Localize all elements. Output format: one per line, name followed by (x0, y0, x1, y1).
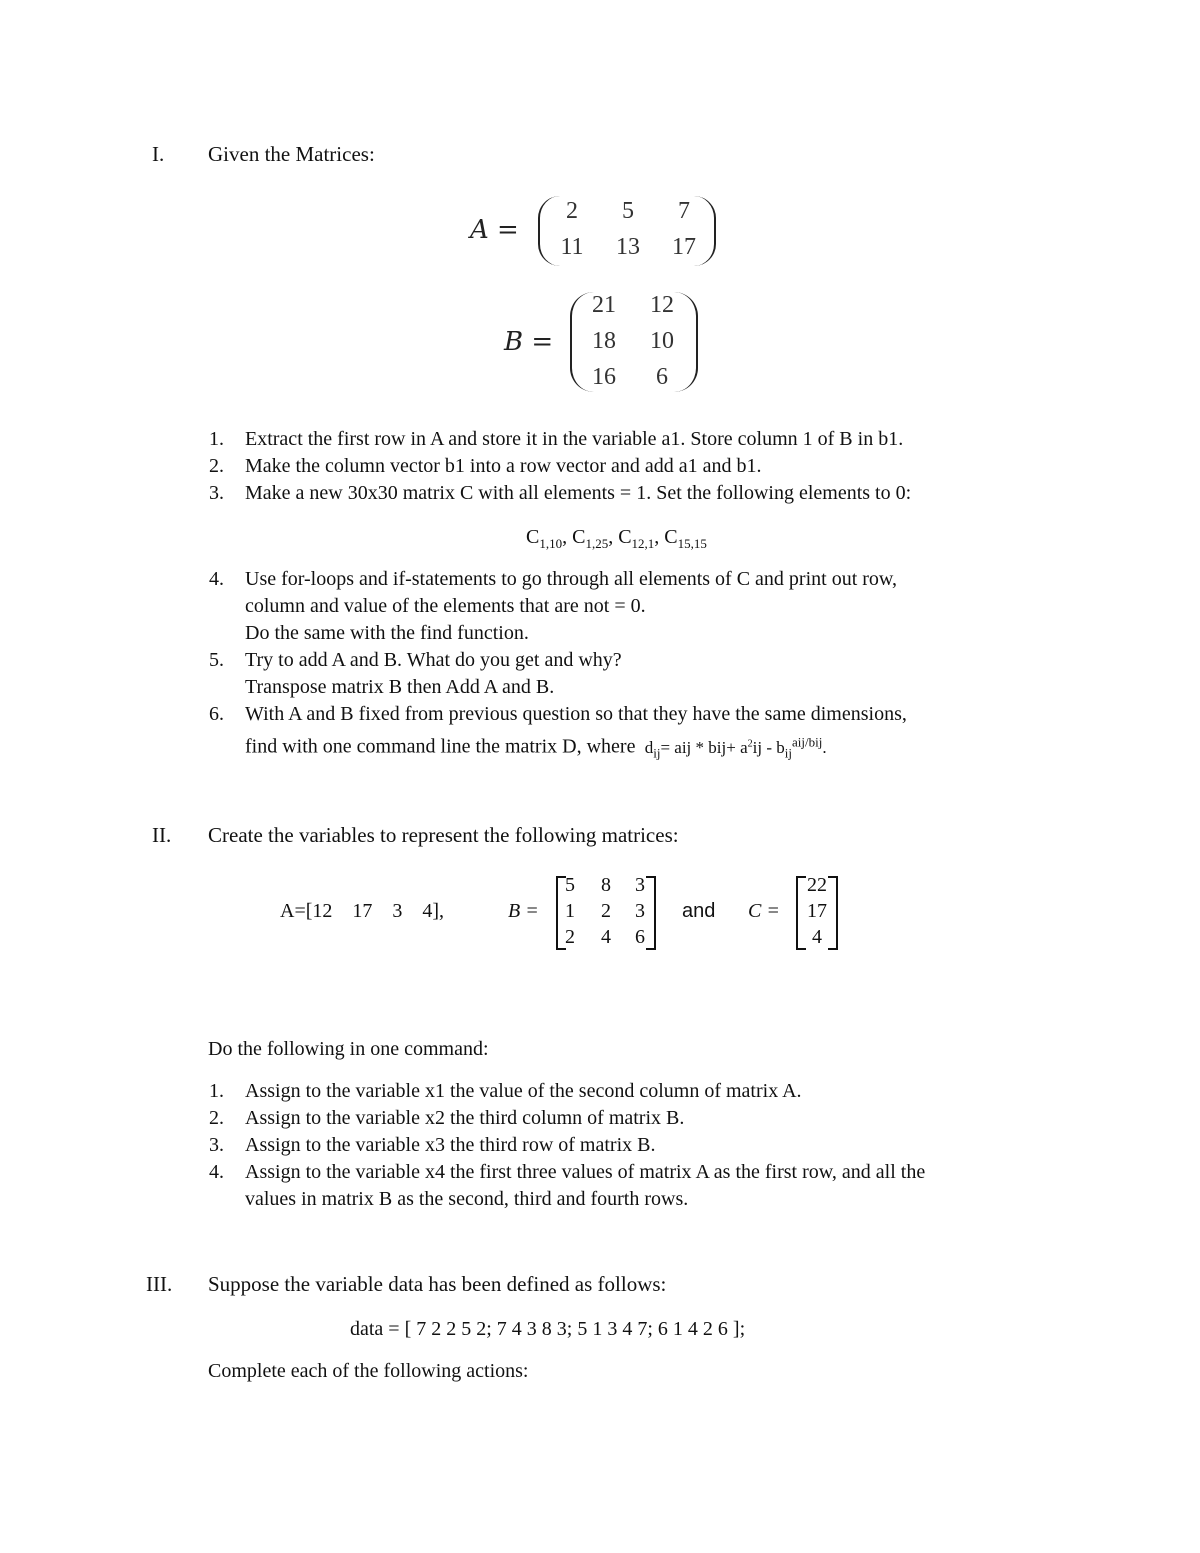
matrix-a-label: A = (470, 215, 519, 245)
list-item: 4. Assign to the variable x4 the first three values of matrix A as the first row, and all the values in matrix B as the second, third and fourth rows. (209, 1161, 926, 1210)
section-1-numeral: I. (152, 142, 165, 166)
section-3-numeral: III. (146, 1272, 173, 1296)
matrix-a-cell: 13 (616, 234, 640, 260)
matrix-b-cell: 3 (635, 900, 645, 922)
d-formula: $d_{ij}=$ aij * $bij+ a^2ij - b_{ij}^{aij/bij}$. (644, 734, 827, 761)
list-item: 1. Extract the first row in A and store it in the variable a1. Store column 1 of B in b1. (209, 428, 904, 450)
matrix-b-cell: 4 (601, 926, 611, 948)
matrix-b-cell: 5 (565, 874, 575, 896)
matrix-a-cell: 11 (560, 234, 584, 260)
section-2-instruction: Do the following in one command: (208, 1038, 489, 1060)
matrix-b-3x3-label: B = (508, 900, 539, 922)
section-2-title: Create the variables to represent the following matrices: (208, 823, 679, 847)
matrix-b-cell: 8 (601, 874, 611, 896)
matrix-a-cell: 17 (672, 234, 696, 260)
matrix-b-cell: 6 (656, 364, 668, 390)
list-item: 2. Make the column vector b1 into a row vector and add a1 and b1. (209, 455, 762, 477)
matrix-c-label: C = (748, 900, 780, 922)
matrix-b-cell: 16 (592, 364, 616, 390)
matrix-b-cell: 21 (592, 292, 616, 318)
matrix-c-cell: 17 (807, 900, 827, 922)
list-item: 1. Assign to the variable x1 the value of the second column of matrix A. (209, 1080, 802, 1102)
matrix-b-cell: 3 (635, 874, 645, 896)
matrix-a-cell: 7 (678, 198, 690, 224)
matrix-b-cell: 2 (565, 926, 575, 948)
matrix-b-cell: 10 (650, 328, 674, 354)
section-1-list-b (209, 566, 1109, 766)
matrix-a-cell: 5 (622, 198, 634, 224)
list-item: 3. Make a new 30x30 matrix C with all elements = 1. Set the following elements to 0: (209, 482, 912, 504)
matrix-b-cell: 6 (635, 926, 645, 948)
c-elements-line: $C_{1,10}$, $C_{1,25}$, $C_{12,1}$, $C_{15,15}$ (526, 526, 707, 551)
matrix-c-cell: 22 (807, 874, 827, 896)
and-connector: and (682, 900, 716, 922)
matrix-b-cell: 12 (650, 292, 674, 318)
matrix-b-cell: 1 (565, 900, 575, 922)
matrix-c-cell: 4 (812, 926, 822, 948)
section-1-title: Given the Matrices: (208, 142, 375, 166)
matrix-a-row-vector: A=[12 17 3 4], (280, 900, 445, 922)
matrix-a-cell: 2 (566, 198, 578, 224)
data-definition: data = [ 7 2 2 5 2; 7 4 3 8 3; 5 1 3 4 7; 6 1 4 2 6 ]; (350, 1318, 746, 1340)
section-1-list-a (209, 426, 1109, 507)
section-3-title: Suppose the variable data has been defined as follows: (208, 1272, 667, 1296)
list-item: 3. Assign to the variable x3 the third row of matrix B. (209, 1134, 656, 1156)
section-2-numeral: II. (152, 823, 172, 847)
section-3-instruction: Complete each of the following actions: (208, 1360, 529, 1382)
list-item: 2. Assign to the variable x2 the third column of matrix B. (209, 1107, 685, 1129)
matrix-b-label: B = (504, 327, 554, 357)
matrix-b-cell: 18 (592, 328, 616, 354)
list-item: 5. Try to add A and B. What do you get and why? Transpose matrix B then Add A and B. (209, 649, 622, 698)
list-item: 6. With A and B fixed from previous question so that they have the same dimensions, find with one command line the matrix D, where $d_{ij}=$ aij * $bij+ a^2ij - b_{ij}^{aij/bij}$. (209, 703, 907, 761)
list-item: 4. Use for-loops and if-statements to go through all elements of C and print out row, column and value of the elements that are not = 0. Do the same with the find function. (209, 568, 898, 644)
matrix-b-cell: 2 (601, 900, 611, 922)
section-2-list (209, 1078, 1109, 1213)
